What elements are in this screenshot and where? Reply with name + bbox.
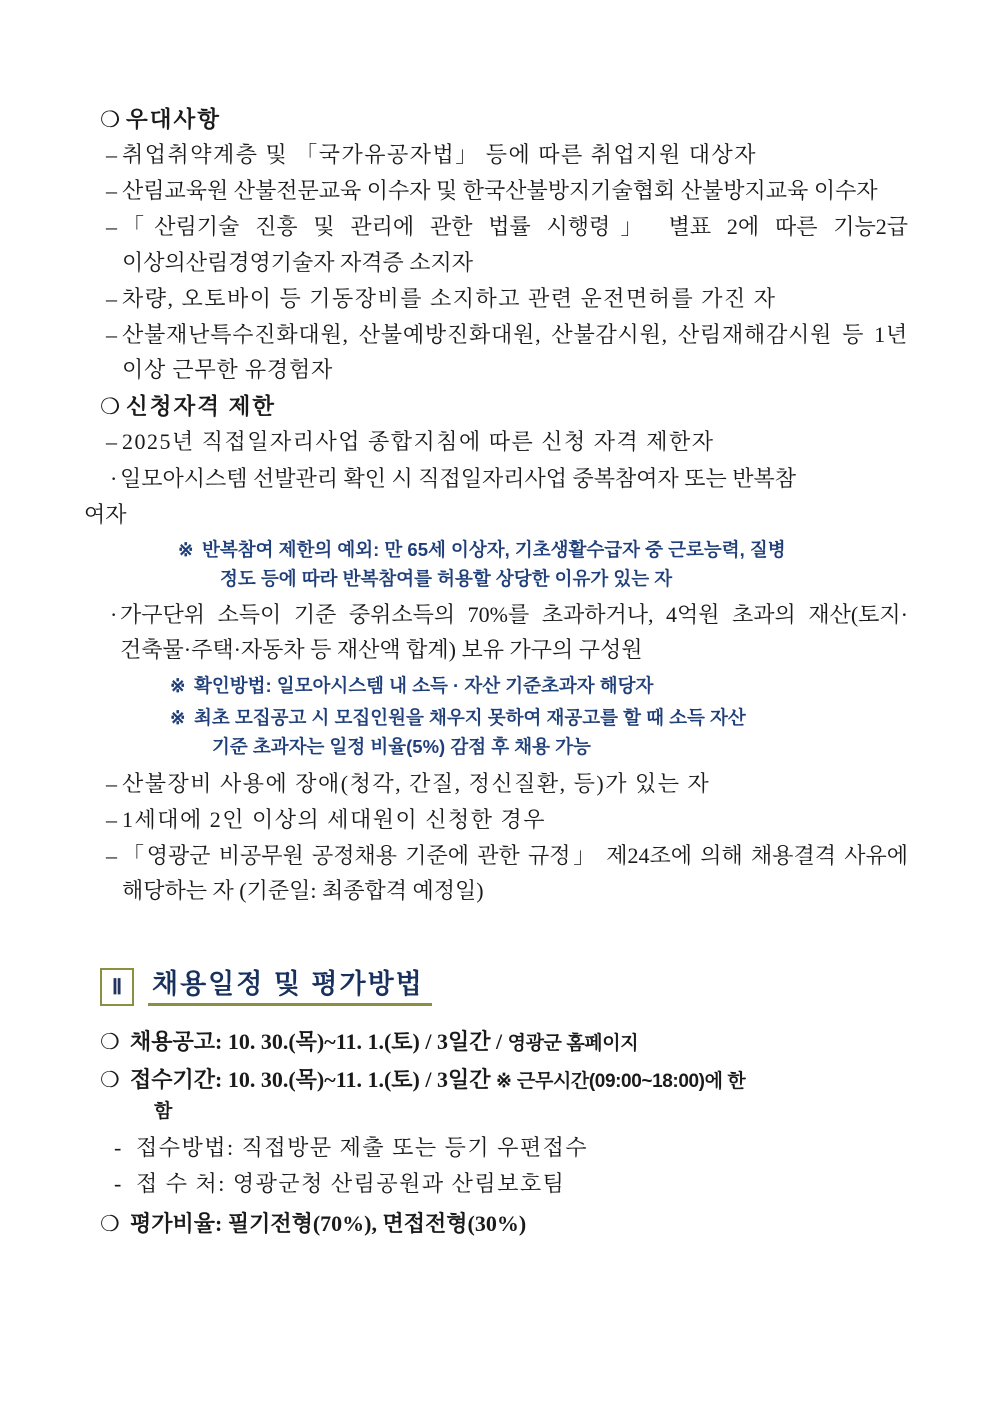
list-item-text: 2025년 직접일자리사업 종합지침에 따른 신청 자격 제한자 (122, 429, 715, 455)
list-item-application-place (114, 1166, 908, 1202)
heading-preference-label: 우대사항 (126, 107, 221, 132)
list-item-text: 일모아시스템 선발관리 확인 시 직접일자리사업 중복참여자 또는 반복참 (120, 465, 797, 491)
reference-mark-icon: ※ (170, 707, 186, 729)
dash-bullet-icon: – (106, 214, 117, 240)
dash-bullet-icon: – (106, 285, 117, 311)
row-announcement (100, 1024, 908, 1059)
reference-mark-icon: ※ (170, 674, 186, 696)
list-item-text: 1세대에 2인 이상의 세대원이 신청한 경우 (122, 806, 547, 832)
row-value: 10. 30.(목)~11. 1.(토) / 3일간 / (227, 1029, 503, 1055)
dash-bullet-icon: - (114, 1134, 122, 1160)
list-item (100, 281, 908, 316)
list-item-text: 산불장비 사용에 장애(청각, 간질, 정신질환, 등)가 있는 자 (122, 770, 711, 796)
row-evaluation-ratio-text: 평가비율: 필기전형(70%), 면접전형(30%) (130, 1210, 527, 1236)
row-announcement-body (130, 1024, 908, 1059)
dash-bullet-icon: – (106, 178, 117, 204)
note-line-2: 정도 등에 따라 반복참여를 허용할 상당한 이유가 있는 자 (220, 567, 673, 589)
note-rehiring-deduction (170, 704, 908, 761)
circle-bullet-icon: ❍ (100, 1210, 120, 1236)
list-item-text: 산림교육원 산불전문교육 이수자 및 한국산불방지기술협회 산불방지교육 이수자 (122, 178, 878, 204)
heading-preference (100, 102, 908, 134)
list-item-text: 취업취약계층 및 「국가유공자법」 등에 따른 취업지원 대상자 (122, 142, 758, 167)
list-item (100, 766, 908, 801)
list-item (100, 137, 908, 172)
row-extra: 근무시간(09:00~18:00)에 한 (517, 1070, 746, 1092)
list-item (100, 209, 908, 279)
list-item-text: 접수방법: 직접방문 제출 또는 등기 우편접수 (136, 1134, 589, 1160)
circle-bullet-icon: ❍ (100, 107, 122, 132)
heading-eligibility-limit-label: 신청자격 제한 (126, 394, 277, 420)
row-application-period-body (130, 1062, 908, 1128)
reference-mark-icon: ※ (178, 538, 194, 560)
list-item-text: 「영광군 비공무원 공정채용 기준에 관한 규정」 제24조에 의해 채용결격 사유에 해당하는 자 (기준일: 최종합격 예정일) (122, 842, 908, 904)
section-title: 채용일정 및 평가방법 (152, 969, 424, 1000)
dash-bullet-icon: – (106, 142, 117, 167)
section-heading-recruit-schedule (100, 962, 908, 1006)
dash-bullet-icon: – (106, 842, 117, 868)
dash-bullet-icon: - (114, 1171, 122, 1197)
note-line-2: 기준 초과자는 일정 비율(5%) 감점 후 채용 가능 (212, 735, 591, 757)
circle-bullet-icon: ❍ (100, 394, 122, 420)
note-line-1: 반복참여 제한의 예외: 만 65세 이상자, 기초생활수급자 중 근로능력, 질병 (202, 538, 786, 560)
dot-bullet-icon: · (110, 602, 118, 628)
circle-bullet-icon: ❍ (100, 1029, 120, 1055)
section-title-underline (148, 962, 432, 1006)
circle-bullet-icon: ❍ (100, 1066, 120, 1092)
list-item (100, 173, 908, 208)
note-line-1: 최초 모집공고 시 모집인원을 채우지 못하여 재공고를 할 때 소득 자산 (194, 707, 746, 729)
dot-bullet-icon: · (110, 465, 118, 491)
dash-bullet-icon: – (106, 429, 117, 455)
heading-eligibility-limit (100, 389, 908, 421)
list-item-text: 차량, 오토바이 등 기동장비를 소지하고 관련 운전면허를 가진 자 (122, 285, 777, 311)
row-label: 접수기간: (130, 1066, 223, 1092)
list-item-text: 가구단위 소득이 기준 중위소득의 70%를 초과하거나, 4억원 초과의 재산(토지·건축물·주택·자동차 등 재산액 합계) 보유 가구의 구성원 (120, 602, 908, 663)
list-item (100, 317, 908, 387)
list-item-application-method (114, 1130, 908, 1166)
row-value: 10. 30.(목)~11. 1.(토) / 3일간 (227, 1066, 491, 1092)
list-item-overflow: 여자 (84, 501, 127, 527)
note-repeat-exception (178, 536, 908, 593)
dash-bullet-icon: – (106, 321, 117, 347)
note-body (194, 704, 908, 761)
section-number: Ⅱ (100, 968, 134, 1006)
row-evaluation-ratio (100, 1206, 908, 1241)
list-item-text: 「산림기술 진흥 및 관리에 관한 법률 시행령」 별표 2에 따른 기능2급 이상의산림경영기술자 자격증 소지자 (122, 214, 908, 275)
note-body: 확인방법: 일모아시스템 내 소득 · 자산 기준초과자 해당자 (194, 674, 654, 696)
reference-mark-icon: ※ (496, 1070, 512, 1092)
row-label: 채용공고: (130, 1029, 223, 1055)
list-item (100, 424, 908, 459)
row-application-period (100, 1062, 908, 1128)
dash-bullet-icon: – (106, 770, 117, 796)
list-item-text: 접 수 처: 영광군청 산림공원과 산림보호팀 (136, 1171, 566, 1197)
list-item (100, 461, 908, 496)
list-item (100, 597, 908, 667)
row-extra: 영광군 홈페이지 (507, 1033, 639, 1055)
note-body (202, 536, 908, 593)
list-item-text: 산불재난특수진화대원, 산불예방진화대원, 산불감시원, 산림재해감시원 등 1년 이상 근무한 유경험자 (122, 321, 908, 383)
note-verification-method (170, 672, 908, 701)
row-extra-overflow: 함 (154, 1101, 172, 1123)
list-item (100, 802, 908, 837)
list-item (100, 838, 908, 908)
dash-bullet-icon: – (106, 806, 117, 832)
